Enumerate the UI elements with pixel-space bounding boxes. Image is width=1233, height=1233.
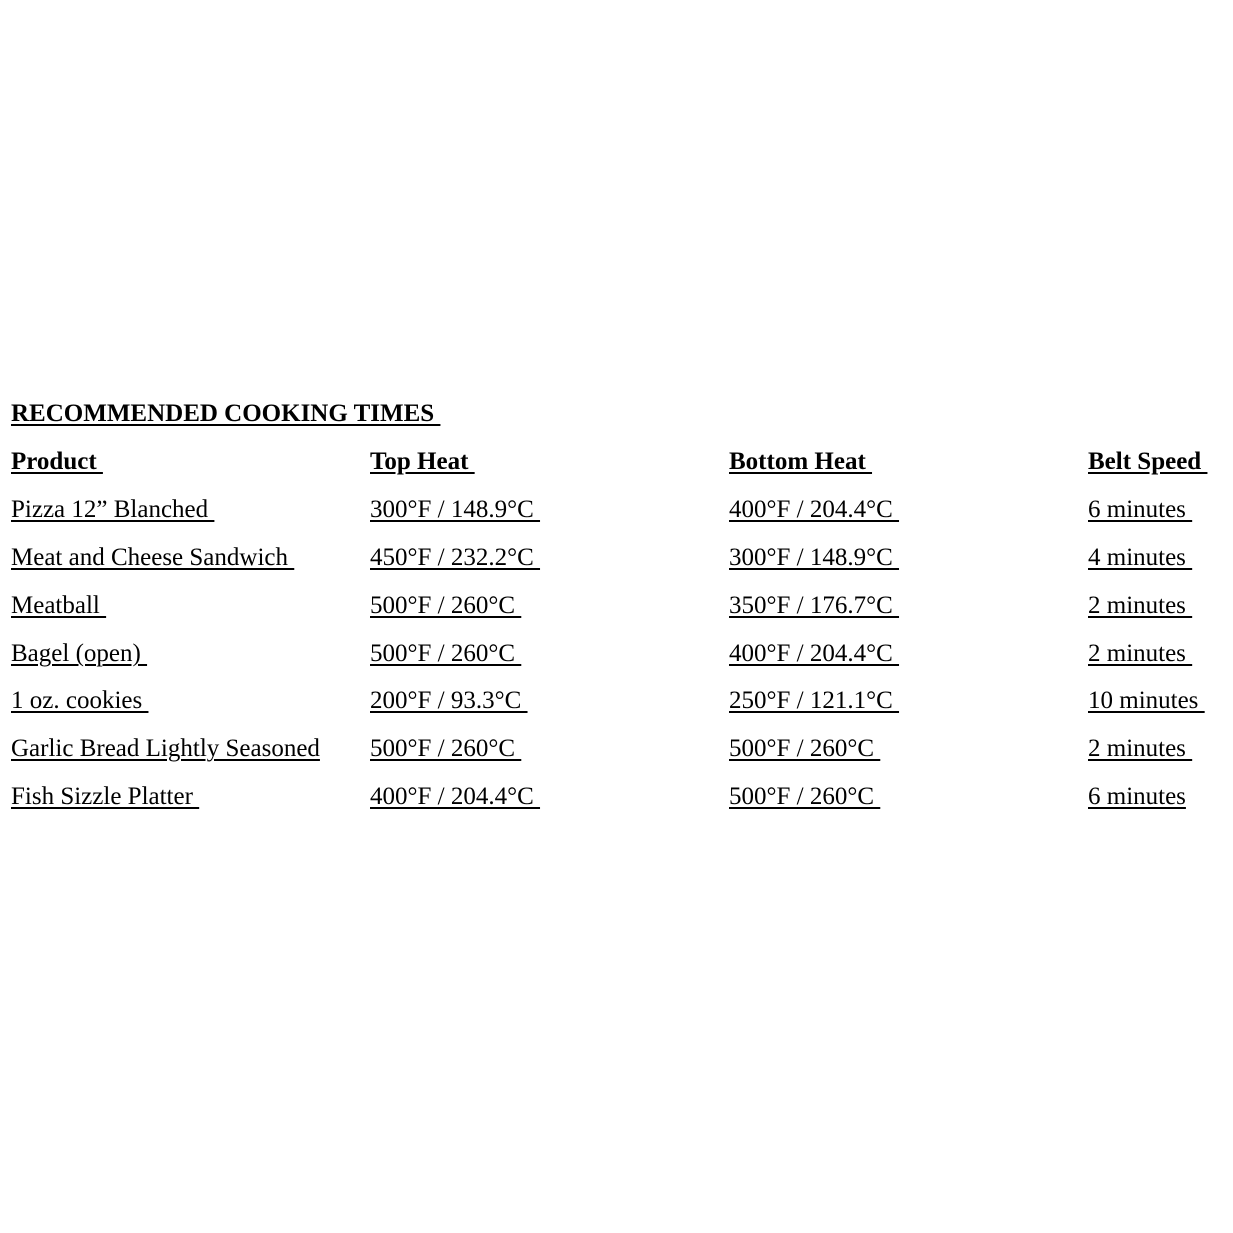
belt-speed-cell: 2 minutes bbox=[1088, 592, 1193, 619]
table-row bbox=[11, 735, 1226, 769]
top-heat-cell: 450°F / 232.2°C bbox=[370, 544, 541, 571]
table-row bbox=[11, 592, 1226, 626]
table-header-row bbox=[11, 448, 1226, 482]
top-heat-cell: 500°F / 260°C bbox=[370, 592, 522, 619]
top-heat-cell: 500°F / 260°C bbox=[370, 735, 522, 762]
bottom-heat-cell: 500°F / 260°C bbox=[729, 783, 881, 810]
belt-speed-cell: 6 minutes bbox=[1088, 496, 1193, 523]
belt-speed-cell: 2 minutes bbox=[1088, 640, 1193, 667]
product-cell: Garlic Bread Lightly Seasoned bbox=[11, 735, 320, 762]
table-row bbox=[11, 783, 1226, 817]
table-row bbox=[11, 544, 1226, 578]
column-header-belt-speed: Belt Speed bbox=[1088, 448, 1208, 475]
top-heat-cell: 200°F / 93.3°C bbox=[370, 687, 528, 714]
bottom-heat-cell: 350°F / 176.7°C bbox=[729, 592, 900, 619]
table-row bbox=[11, 496, 1226, 530]
product-cell: Meatball bbox=[11, 592, 107, 619]
bottom-heat-cell: 500°F / 260°C bbox=[729, 735, 881, 762]
product-cell: Pizza 12” Blanched bbox=[11, 496, 215, 523]
bottom-heat-cell: 400°F / 204.4°C bbox=[729, 640, 900, 667]
top-heat-cell: 400°F / 204.4°C bbox=[370, 783, 541, 810]
top-heat-cell: 300°F / 148.9°C bbox=[370, 496, 541, 523]
product-cell: 1 oz. cookies bbox=[11, 687, 149, 714]
table-row bbox=[11, 640, 1226, 674]
column-header-bottom-heat: Bottom Heat bbox=[729, 448, 873, 475]
belt-speed-cell: 6 minutes bbox=[1088, 783, 1186, 810]
bottom-heat-cell: 400°F / 204.4°C bbox=[729, 496, 900, 523]
belt-speed-cell: 10 minutes bbox=[1088, 687, 1205, 714]
bottom-heat-cell: 250°F / 121.1°C bbox=[729, 687, 900, 714]
column-header-product: Product bbox=[11, 448, 103, 475]
document-page bbox=[11, 0, 1226, 1233]
product-cell: Meat and Cheese Sandwich bbox=[11, 544, 295, 571]
document-title: RECOMMENDED COOKING TIMES bbox=[11, 400, 441, 427]
column-header-top-heat: Top Heat bbox=[370, 448, 475, 475]
bottom-heat-cell: 300°F / 148.9°C bbox=[729, 544, 900, 571]
belt-speed-cell: 4 minutes bbox=[1088, 544, 1193, 571]
table-row bbox=[11, 687, 1226, 721]
belt-speed-cell: 2 minutes bbox=[1088, 735, 1193, 762]
product-cell: Fish Sizzle Platter bbox=[11, 783, 200, 810]
top-heat-cell: 500°F / 260°C bbox=[370, 640, 522, 667]
product-cell: Bagel (open) bbox=[11, 640, 148, 667]
